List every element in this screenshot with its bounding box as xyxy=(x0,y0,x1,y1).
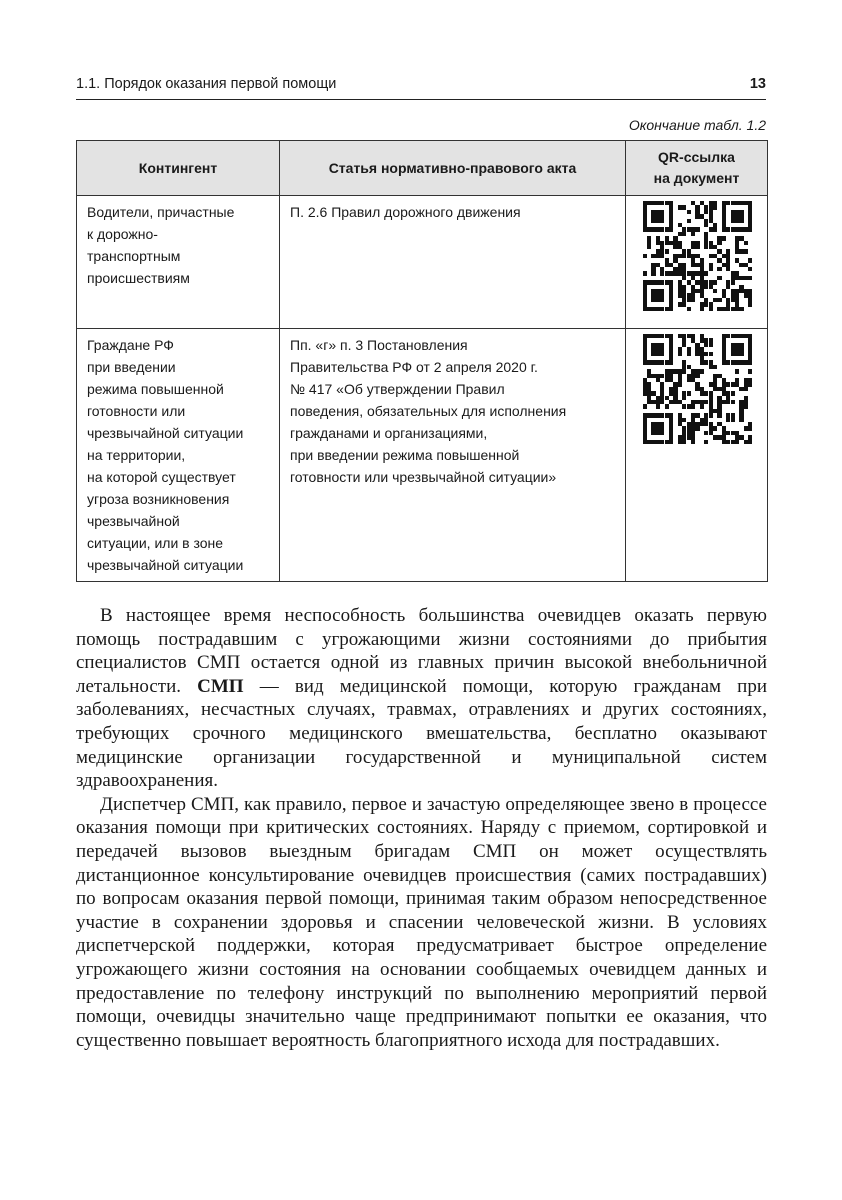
running-head xyxy=(76,72,766,100)
qr-cell xyxy=(626,196,768,329)
article-cell: Пп. «г» п. 3 Постановления Правительства РФ от 2 апреля 2020 г. № 417 «Об утверждении Правил поведения, обязательных для исполнения гражданами и организациями, при введении режима повышенной готовности или чрезвычайной ситуации» xyxy=(280,329,626,582)
running-head-title: 1.1. Порядок оказания первой помощи xyxy=(76,76,337,92)
article-cell: П. 2.6 Правил дорожного движения xyxy=(280,196,626,329)
page-number: 13 xyxy=(749,76,766,92)
contingent-cell: Граждане РФ при введении режима повышенной готовности или чрезвычайной ситуации на территории, на которой существует угроза возникновения чрезвычайной ситуации, или в зоне чрезвычайной ситуации xyxy=(77,329,280,582)
table-caption: Окончание табл. 1.2 xyxy=(628,117,766,133)
body-text xyxy=(76,604,767,1052)
header-qr-link: QR-ссылка на документ xyxy=(626,141,768,196)
qr-code-icon[interactable] xyxy=(643,334,753,444)
table-row xyxy=(77,196,768,329)
qr-cell xyxy=(626,329,768,582)
header-contingent: Контингент xyxy=(77,141,280,196)
term-smp: СМП xyxy=(197,675,244,697)
qr-code-icon[interactable] xyxy=(643,201,753,311)
paragraph: Диспетчер СМП, как правило, первое и зачастую определяющее звено в процессе оказания помощи при критических состояниях. Наряду с приемом, сортировкой и передачей вызовов выездным бригадам СМП он может осуществлять дистанционное консультирование очевидцев происшествия (самих пострадавших) по вопросам оказания первой помощи, принимая таким образом непосредственное участие в сохранении здоровья и спасении человеческой жизни. В условиях диспетчерской поддержки, которая предусматривает быстрое определение угрожающего жизни состояния на основании сообщаемых очевидцем данных и предоставление по телефону инструкций по выполнению мероприятий первой помощи, очевидцы значительно чаще предпринимают попытки ее оказания, что существенно повышает вероятность благоприятного исхода для пострадавших. xyxy=(76,793,767,1051)
paragraph: В настоящее время неспособность большинства очевидцев оказать первую помощь пострадавшим с угрожающими жизни состояниями до прибытия специалистов СМП остается одной из главных причин высокой внебольничной летальности. СМП — вид медицинской помощи, которую гражданам при заболеваниях, несчастных случаях, травмах, отравлениях и других состояниях, требующих срочного медицинского вмешательства, бесплатно оказывают медицинские организации государственной и муниципальной систем здравоохранения. xyxy=(76,605,767,792)
table-header-row xyxy=(77,141,768,196)
header-article: Статья нормативно-правового акта xyxy=(280,141,626,196)
contingent-cell: Водители, причастные к дорожно- транспортным происшествиям xyxy=(77,196,280,329)
table-row xyxy=(77,329,768,582)
regulations-table xyxy=(76,140,768,582)
